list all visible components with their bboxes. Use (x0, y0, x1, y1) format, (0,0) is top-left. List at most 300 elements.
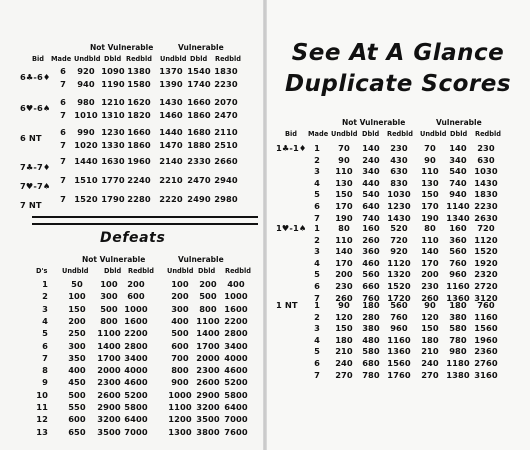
penalty-cell: 300 (68, 340, 86, 351)
penalty-cell: 1100 (196, 315, 220, 326)
score-cell: 2510 (214, 140, 238, 150)
penalty-cell: 600 (68, 414, 86, 425)
penalty-cell: 1600 (124, 315, 148, 326)
partial-score-cell: 3120 (474, 292, 498, 303)
partials-col-redbld-vul: Redbld (475, 130, 501, 138)
penalty-cell: 800 (100, 315, 118, 326)
penalty-cell: 1000 (168, 389, 192, 400)
penalty-cell: 5800 (224, 389, 248, 400)
partial-score-cell: 1320 (387, 269, 411, 280)
penalty-cell: 1600 (224, 303, 248, 314)
partial-bid-label: 1♥-1♠ (276, 223, 307, 233)
bid-label: 6 NT (20, 133, 42, 143)
defeat-count-cell: 6 (42, 340, 48, 351)
partial-score-cell: 630 (477, 154, 495, 165)
penalty-cell: 100 (68, 291, 86, 302)
partial-score-cell: 940 (449, 189, 467, 200)
penalty-cell: 1700 (196, 340, 220, 351)
partial-score-cell: 80 (424, 223, 436, 233)
partial-score-cell: 440 (362, 177, 380, 188)
partial-score-cell: 110 (335, 166, 353, 177)
defeat-count-cell: 5 (42, 328, 48, 339)
partial-score-cell: 140 (449, 143, 467, 153)
penalty-cell: 3400 (124, 352, 148, 363)
partial-score-cell: 70 (338, 143, 350, 153)
penalty-cell: 1100 (97, 328, 121, 339)
partial-score-cell: 90 (338, 300, 350, 310)
col-made: Made (51, 55, 72, 63)
penalty-cell: 5200 (124, 389, 148, 400)
partial-made-cell: 1 (314, 223, 320, 233)
partial-score-cell: 1520 (387, 281, 411, 291)
penalty-cell: 1400 (196, 328, 220, 339)
partial-made-cell: 2 (314, 311, 320, 322)
partial-score-cell: 270 (335, 369, 353, 380)
penalty-cell: 200 (68, 315, 86, 326)
partial-score-cell: 340 (362, 166, 380, 177)
partials-header-vulnerable: Vulnerable (436, 118, 482, 127)
partial-score-cell: 240 (421, 358, 439, 368)
partial-score-cell: 1030 (474, 166, 498, 177)
partial-score-cell: 1960 (474, 334, 498, 345)
partial-score-cell: 1380 (446, 369, 470, 380)
made-cell: 7 (60, 140, 66, 150)
penalty-cell: 3200 (196, 402, 220, 412)
partial-score-cell: 3160 (474, 369, 498, 380)
penalty-cell: 2300 (196, 365, 220, 376)
score-cell: 1310 (101, 110, 125, 120)
col-redbld: Redbld (126, 55, 152, 63)
penalty-cell: 2000 (196, 352, 220, 363)
partial-score-cell: 560 (362, 269, 380, 280)
penalty-cell: 2200 (124, 328, 148, 339)
partial-score-cell: 580 (362, 346, 380, 357)
partial-score-cell: 120 (335, 311, 353, 322)
score-cell: 1510 (74, 175, 98, 185)
penalty-cell: 3500 (97, 426, 121, 437)
score-cell: 2220 (159, 194, 183, 204)
score-cell: 1430 (159, 97, 183, 107)
partial-score-cell: 1120 (474, 234, 498, 245)
partials-col-dbld: Dbld (362, 130, 380, 138)
partial-score-cell: 2230 (474, 201, 498, 211)
partial-score-cell: 780 (362, 369, 380, 380)
partial-score-cell: 2320 (474, 269, 498, 280)
partial-score-cell: 740 (362, 212, 380, 223)
score-cell: 990 (77, 127, 95, 137)
penalty-cell: 500 (68, 389, 86, 400)
score-cell: 1390 (159, 79, 183, 89)
col-ds: D's (36, 267, 48, 275)
score-cell: 1630 (101, 156, 125, 166)
partial-score-cell: 1360 (446, 292, 470, 303)
partial-score-cell: 90 (424, 300, 436, 310)
score-cell: 1770 (101, 175, 125, 185)
bid-label: 7♣-7♦ (20, 162, 51, 172)
partial-score-cell: 340 (449, 154, 467, 165)
score-cell: 1090 (101, 66, 125, 76)
penalty-cell: 2200 (224, 315, 248, 326)
partial-score-cell: 2360 (474, 346, 498, 357)
score-cell: 920 (77, 66, 95, 76)
partial-score-cell: 720 (477, 223, 495, 233)
penalty-cell: 250 (68, 328, 86, 339)
partial-score-cell: 680 (362, 358, 380, 368)
partial-score-cell: 1230 (387, 201, 411, 211)
penalty-cell: 3400 (224, 340, 248, 351)
score-cell: 2330 (187, 156, 211, 166)
partial-made-cell: 6 (314, 201, 320, 211)
partial-score-cell: 480 (362, 334, 380, 345)
partial-score-cell: 780 (449, 334, 467, 345)
made-cell: 7 (60, 175, 66, 185)
score-cell: 1440 (74, 156, 98, 166)
score-cell: 1520 (74, 194, 98, 204)
penalty-cell: 2000 (97, 365, 121, 376)
penalty-cell: 2900 (196, 389, 220, 400)
score-cell: 1660 (187, 97, 211, 107)
penalty-cell: 650 (68, 426, 86, 437)
score-cell: 1740 (187, 79, 211, 89)
partial-bid-label: 1 NT (276, 300, 298, 310)
partial-score-cell: 210 (335, 346, 353, 357)
partial-score-cell: 170 (421, 201, 439, 211)
partial-score-cell: 190 (421, 212, 439, 223)
partial-score-cell: 360 (449, 234, 467, 245)
score-cell: 2140 (159, 156, 183, 166)
partial-score-cell: 90 (338, 154, 350, 165)
partial-score-cell: 1180 (446, 358, 470, 368)
partial-score-cell: 140 (421, 246, 439, 257)
bid-label: 7♥-7♠ (20, 181, 51, 191)
partial-score-cell: 150 (335, 323, 353, 334)
made-cell: 6 (60, 97, 66, 107)
partial-made-cell: 5 (314, 189, 320, 200)
partial-score-cell: 160 (449, 223, 467, 233)
penalty-cell: 200 (127, 279, 145, 289)
score-cell: 1820 (127, 110, 151, 120)
defeats-col-dbld: Dbld (104, 267, 122, 275)
score-cell: 1370 (159, 66, 183, 76)
defeat-count-cell: 9 (42, 377, 48, 388)
col-bid: Bid (32, 55, 45, 63)
made-cell: 7 (60, 156, 66, 166)
score-cell: 1680 (187, 127, 211, 137)
penalty-cell: 1300 (168, 426, 192, 437)
partial-score-cell: 380 (362, 323, 380, 334)
penalty-cell: 4000 (124, 365, 148, 376)
partial-made-cell: 3 (314, 323, 320, 334)
penalty-cell: 500 (100, 303, 118, 314)
penalty-cell: 4600 (224, 365, 248, 376)
partial-score-cell: 180 (335, 334, 353, 345)
score-cell: 2470 (214, 110, 238, 120)
partial-score-cell: 1830 (474, 189, 498, 200)
penalty-cell: 800 (171, 365, 189, 376)
score-cell: 2980 (214, 194, 238, 204)
double-rule-divider (32, 216, 258, 225)
partial-made-cell: 5 (314, 346, 320, 357)
penalty-cell: 450 (68, 377, 86, 388)
penalty-cell: 800 (199, 303, 217, 314)
partial-score-cell: 1760 (387, 369, 411, 380)
partial-score-cell: 230 (421, 281, 439, 291)
penalty-cell: 500 (171, 328, 189, 339)
partial-score-cell: 140 (335, 246, 353, 257)
penalty-cell: 400 (171, 315, 189, 326)
partial-score-cell: 240 (335, 358, 353, 368)
partial-score-cell: 760 (362, 292, 380, 303)
partial-score-cell: 150 (421, 323, 439, 334)
partial-made-cell: 4 (314, 177, 320, 188)
partial-score-cell: 180 (362, 300, 380, 310)
partial-score-cell: 260 (362, 234, 380, 245)
penalty-cell: 150 (68, 303, 86, 314)
partial-score-cell: 260 (421, 292, 439, 303)
penalty-cell: 2600 (196, 377, 220, 388)
col-dbld: Dbld (104, 55, 122, 63)
partials-col-bid: Bid (285, 130, 298, 138)
partial-score-cell: 560 (449, 246, 467, 257)
partial-score-cell: 280 (362, 311, 380, 322)
defeat-count-cell: 4 (42, 315, 48, 326)
partial-score-cell: 80 (338, 223, 350, 233)
score-cell: 1380 (127, 66, 151, 76)
score-cell: 1210 (101, 97, 125, 107)
defeat-count-cell: 11 (36, 402, 48, 412)
partial-score-cell: 960 (449, 269, 467, 280)
penalty-cell: 3500 (196, 414, 220, 425)
partial-score-cell: 1160 (446, 281, 470, 291)
score-cell: 1440 (159, 127, 183, 137)
penalty-cell: 2300 (97, 377, 121, 388)
partial-score-cell: 740 (449, 177, 467, 188)
partial-score-cell: 110 (335, 234, 353, 245)
col-redbld-vul: Redbld (215, 55, 241, 63)
col-dbld-vul: Dbld (190, 55, 208, 63)
partial-score-cell: 1430 (474, 177, 498, 188)
penalty-cell: 600 (171, 340, 189, 351)
defeat-count-cell: 1 (42, 279, 48, 289)
partial-score-cell: 180 (421, 334, 439, 345)
score-cell: 1620 (127, 97, 151, 107)
partial-score-cell: 230 (477, 143, 495, 153)
penalty-cell: 1100 (168, 402, 192, 412)
partial-score-cell: 1030 (387, 189, 411, 200)
partial-score-cell: 460 (362, 257, 380, 268)
score-cell: 2210 (159, 175, 183, 185)
score-cell: 2070 (214, 97, 238, 107)
partial-made-cell: 7 (314, 369, 320, 380)
partial-score-cell: 1140 (446, 201, 470, 211)
score-cell: 1860 (127, 140, 151, 150)
penalty-cell: 900 (171, 377, 189, 388)
partial-score-cell: 520 (390, 223, 408, 233)
partial-score-cell: 1340 (446, 212, 470, 223)
partial-score-cell: 1560 (387, 358, 411, 368)
partial-score-cell: 560 (390, 300, 408, 310)
score-cell: 1860 (187, 110, 211, 120)
defeat-count-cell: 3 (42, 303, 48, 314)
defeats-title: Defeats (100, 230, 166, 246)
penalty-cell: 500 (199, 291, 217, 302)
partials-header-not-vulnerable: Not Vulnerable (342, 118, 406, 127)
partial-score-cell: 2760 (474, 358, 498, 368)
page-title (266, 38, 530, 100)
partial-score-cell: 2630 (474, 212, 498, 223)
score-cell: 1790 (101, 194, 125, 204)
defeats-col-redbld: Redbld (128, 267, 154, 275)
partial-score-cell: 210 (421, 346, 439, 357)
partial-made-cell: 7 (314, 292, 320, 303)
partials-col-undbld: Undbld (331, 130, 358, 138)
penalty-cell: 2800 (124, 340, 148, 351)
header-not-vulnerable: Not Vulnerable (90, 43, 154, 52)
partial-made-cell: 2 (314, 154, 320, 165)
defeats-col-redbld-vul: Redbld (225, 267, 251, 275)
score-cell: 2470 (187, 175, 211, 185)
partial-score-cell: 760 (390, 311, 408, 322)
penalty-cell: 4600 (124, 377, 148, 388)
partial-score-cell: 230 (390, 143, 408, 153)
partial-made-cell: 1 (314, 143, 320, 153)
partial-score-cell: 170 (335, 201, 353, 211)
partial-score-cell: 140 (362, 143, 380, 153)
defeat-count-cell: 13 (36, 426, 48, 437)
score-cell: 980 (77, 97, 95, 107)
partial-score-cell: 170 (421, 257, 439, 268)
partial-score-cell: 1720 (387, 292, 411, 303)
score-cell: 1470 (159, 140, 183, 150)
penalty-cell: 100 (171, 279, 189, 289)
defeats-col-undbld-vul: Undbld (167, 267, 194, 275)
col-undbld-vul: Undbld (160, 55, 187, 63)
score-cell: 2490 (187, 194, 211, 204)
partials-col-undbld-vul: Undbld (420, 130, 447, 138)
score-cell: 1540 (187, 66, 211, 76)
penalty-cell: 6400 (224, 402, 248, 412)
partial-score-cell: 200 (421, 269, 439, 280)
partial-score-cell: 2720 (474, 281, 498, 291)
defeats-col-undbld: Undbld (62, 267, 89, 275)
partial-made-cell: 2 (314, 234, 320, 245)
partial-score-cell: 200 (335, 269, 353, 280)
made-cell: 7 (60, 194, 66, 204)
header-vulnerable: Vulnerable (178, 43, 224, 52)
defeat-count-cell: 12 (36, 414, 48, 425)
penalty-cell: 400 (227, 279, 245, 289)
score-cell: 1880 (187, 140, 211, 150)
score-cell: 1330 (101, 140, 125, 150)
score-cell: 2230 (214, 79, 238, 89)
score-cell: 1460 (159, 110, 183, 120)
score-cell: 1960 (127, 156, 151, 166)
partial-score-cell: 1120 (387, 257, 411, 268)
score-cell: 940 (77, 79, 95, 89)
penalty-cell: 6400 (124, 414, 148, 425)
made-cell: 7 (60, 79, 66, 89)
partial-score-cell: 230 (335, 281, 353, 291)
partial-score-cell: 240 (362, 154, 380, 165)
partial-score-cell: 960 (390, 323, 408, 334)
partial-score-cell: 110 (421, 234, 439, 245)
penalty-cell: 350 (68, 352, 86, 363)
partial-score-cell: 160 (362, 223, 380, 233)
partial-score-cell: 190 (335, 212, 353, 223)
partial-score-cell: 130 (335, 177, 353, 188)
partial-made-cell: 5 (314, 269, 320, 280)
partial-score-cell: 640 (362, 201, 380, 211)
penalty-cell: 2600 (97, 389, 121, 400)
partial-score-cell: 760 (449, 257, 467, 268)
partial-made-cell: 4 (314, 334, 320, 345)
partial-bid-label: 1♣-1♦ (276, 143, 307, 153)
penalty-cell: 7600 (224, 426, 248, 437)
partial-made-cell: 6 (314, 281, 320, 291)
partial-score-cell: 580 (449, 323, 467, 334)
partial-score-cell: 170 (335, 257, 353, 268)
penalty-cell: 600 (127, 291, 145, 302)
title-line-1: See At A Glance (291, 40, 505, 66)
partial-made-cell: 6 (314, 358, 320, 368)
partial-score-cell: 430 (390, 154, 408, 165)
partial-score-cell: 1360 (387, 346, 411, 357)
partial-score-cell: 630 (390, 166, 408, 177)
penalty-cell: 7000 (224, 414, 248, 425)
bid-label: 6♥-6♠ (20, 103, 51, 113)
partial-score-cell: 540 (362, 189, 380, 200)
defeat-count-cell: 8 (42, 365, 48, 376)
partial-score-cell: 110 (421, 166, 439, 177)
partial-score-cell: 180 (449, 300, 467, 310)
made-cell: 7 (60, 110, 66, 120)
penalty-cell: 4000 (224, 352, 248, 363)
penalty-cell: 5200 (224, 377, 248, 388)
score-cell: 1020 (74, 140, 98, 150)
penalty-cell: 200 (171, 291, 189, 302)
partials-col-redbld: Redbld (387, 130, 413, 138)
partial-score-cell: 1560 (474, 323, 498, 334)
penalty-cell: 2900 (97, 402, 121, 412)
penalty-cell: 1700 (97, 352, 121, 363)
penalty-cell: 1200 (168, 414, 192, 425)
partial-score-cell: 1430 (387, 212, 411, 223)
defeat-count-cell: 7 (42, 352, 48, 363)
partial-score-cell: 920 (390, 246, 408, 257)
partial-score-cell: 1920 (474, 257, 498, 268)
partial-score-cell: 720 (390, 234, 408, 245)
penalty-cell: 3800 (196, 426, 220, 437)
penalty-cell: 50 (71, 279, 83, 289)
penalty-cell: 550 (68, 402, 86, 412)
partial-score-cell: 660 (362, 281, 380, 291)
bid-label: 6♣-6♦ (20, 72, 51, 82)
penalty-cell: 1000 (224, 291, 248, 302)
penalty-cell: 400 (68, 365, 86, 376)
score-cell: 2940 (214, 175, 238, 185)
penalty-cell: 100 (100, 279, 118, 289)
partial-score-cell: 1160 (387, 334, 411, 345)
defeat-count-cell: 2 (42, 291, 48, 302)
defeats-col-dbld-vul: Dbld (198, 267, 216, 275)
partial-score-cell: 270 (421, 369, 439, 380)
partial-score-cell: 1160 (474, 311, 498, 322)
partial-made-cell: 7 (314, 212, 320, 223)
partial-made-cell: 3 (314, 246, 320, 257)
partial-score-cell: 260 (335, 292, 353, 303)
bid-label: 7 NT (20, 200, 42, 210)
col-undbld: Undbld (74, 55, 101, 63)
